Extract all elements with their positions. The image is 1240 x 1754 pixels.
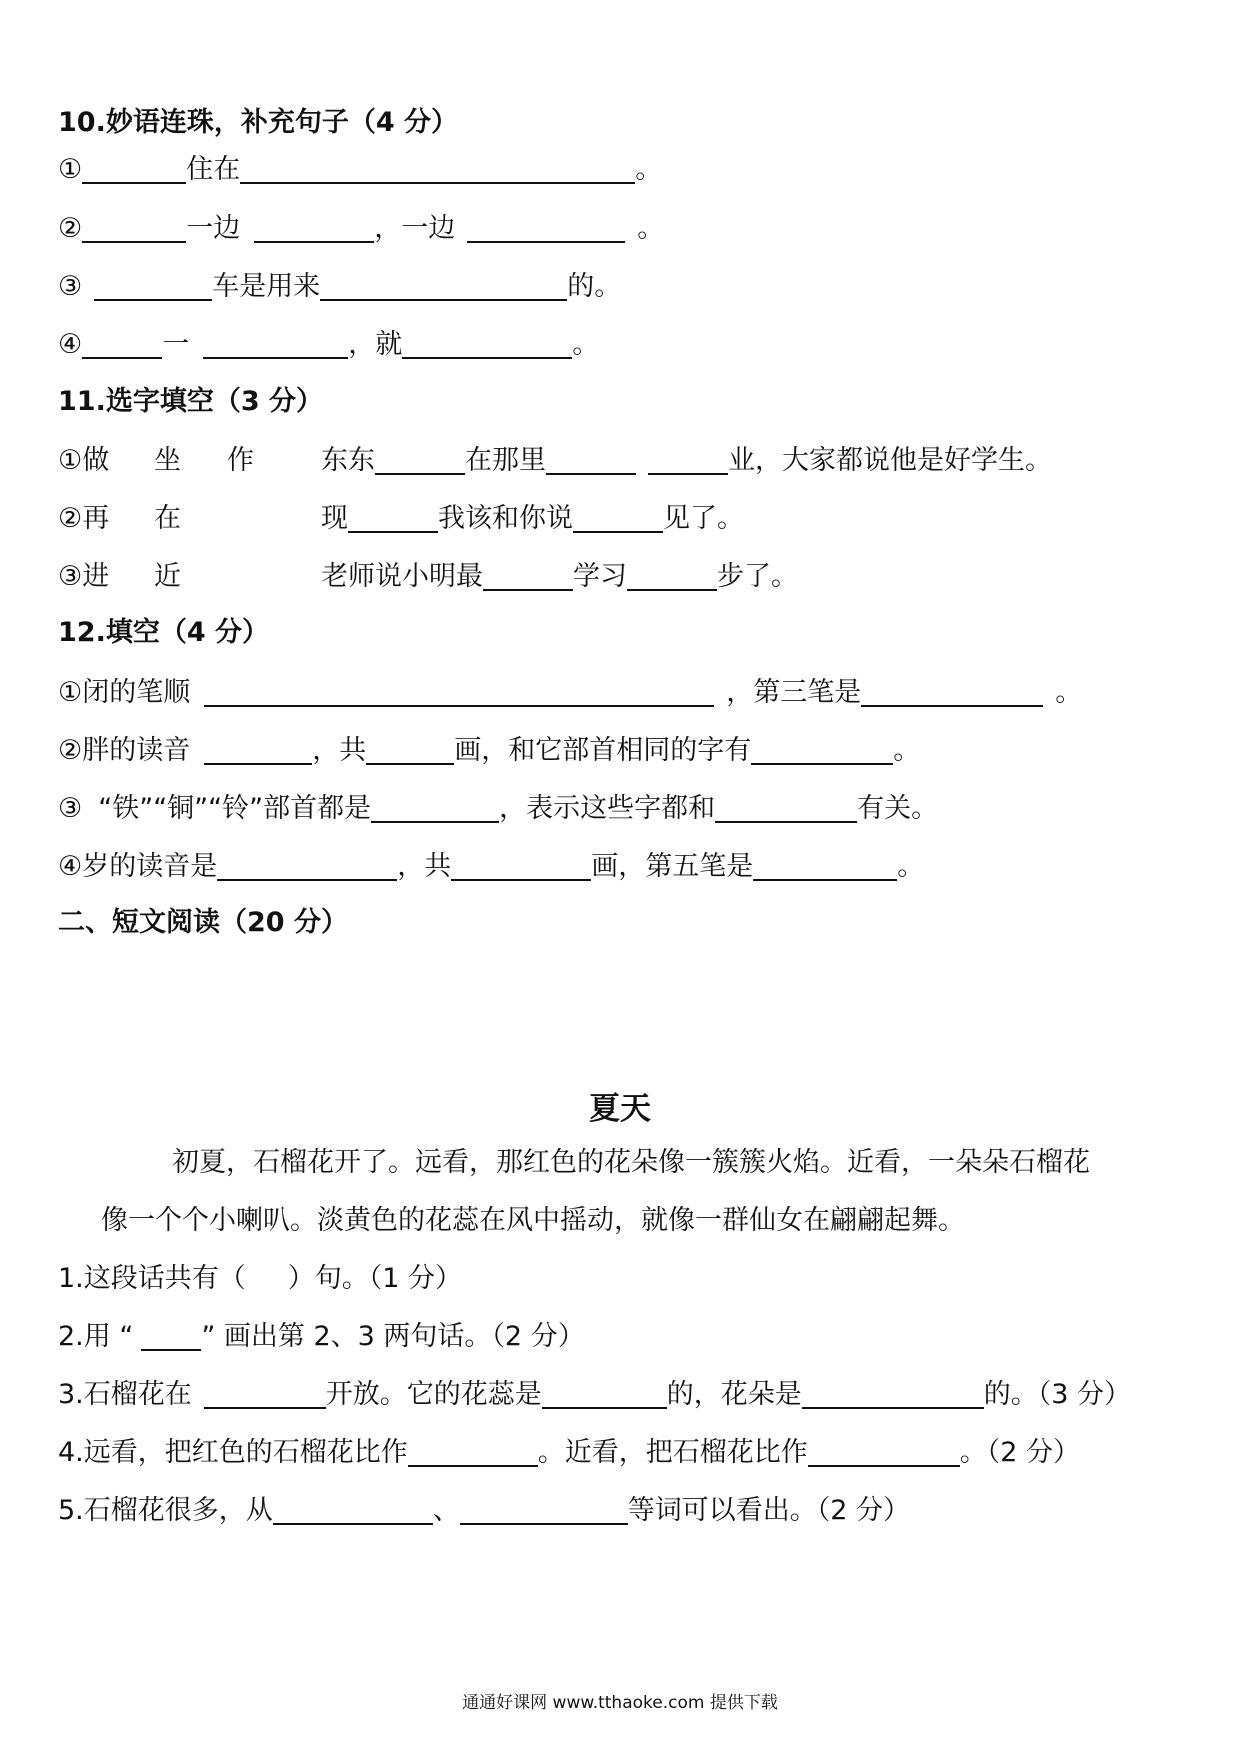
answer-blank[interactable] [320,271,567,301]
answer-blank[interactable] [82,213,186,243]
q10-heading: 10.妙语连珠，补充句子（4 分） [58,107,459,138]
q10-item-3: ③ 车是用来 的。 [58,271,622,302]
q11-heading: 11.选字填空（3 分） [58,386,324,417]
answer-blank[interactable] [648,445,728,475]
q11-row-1: ①做 坐 作 东东 在那里 业，大家都说他是好学生。 [58,445,1052,476]
q12-item-3: ③ “铁”“铜”“铃”部首都是 ，表示这些字都和 有关。 [58,793,939,824]
passage-title: 夏天 [589,1091,651,1127]
answer-blank[interactable] [204,677,714,707]
reading-question-4: 4.远看，把红色的石榴花比作 。近看，把石榴花比作 。（2 分） [58,1437,1081,1468]
answer-blank[interactable] [203,329,348,359]
q11-row-2: ②再 在 现 我该和你说 见了。 [58,503,744,534]
answer-blank[interactable] [483,561,573,591]
answer-blank[interactable] [451,851,591,881]
reading-question-1: 1.这段话共有（ ）句。（1 分） [58,1263,463,1294]
passage-line-2: 像一个个小喇叭。淡黄色的花蕊在风中摇动，就像一群仙女在翩翩起舞。 [101,1205,965,1236]
answer-blank[interactable] [375,445,465,475]
q12-item-4: ④岁的读音是 ，共 画，第五笔是 。 [58,851,925,882]
answer-blank[interactable] [627,561,717,591]
answer-blank[interactable] [573,503,663,533]
answer-blank[interactable] [141,1321,201,1351]
answer-blank[interactable] [204,1379,326,1409]
answer-blank[interactable] [94,271,212,301]
answer-blank[interactable] [82,154,186,184]
answer-blank[interactable] [861,677,1043,707]
answer-blank[interactable] [460,1495,628,1525]
answer-blank[interactable] [808,1437,960,1467]
reading-question-2: 2.用 “ ” 画出第 2、3 两句话。（2 分） [58,1321,585,1352]
answer-blank[interactable] [753,851,897,881]
answer-blank[interactable] [467,213,625,243]
answer-blank[interactable] [217,851,397,881]
answer-blank[interactable] [546,445,636,475]
answer-blank[interactable] [366,735,454,765]
answer-blank[interactable] [348,503,438,533]
answer-blank[interactable] [254,213,374,243]
footer-text: 通通好课网 www.tthaoke.com 提供下载 [462,1693,778,1713]
reading-question-3: 3.石榴花在 开放。它的花蕊是 的，花朵是 的。（3 分） [58,1379,1132,1410]
q10-item-2: ② 一边 ，一边 。 [58,213,665,244]
q11-row-3: ③进 近 老师说小明最 学习 步了。 [58,561,798,592]
q10-item-4: ④ 一 ，就 。 [58,329,600,360]
answer-blank[interactable] [408,1437,538,1467]
q12-item-2: ②胖的读音 ，共 画，和它部首相同的字有 。 [58,735,921,766]
answer-blank[interactable] [542,1379,667,1409]
answer-blank[interactable] [273,1495,433,1525]
passage-line-1: 初夏，石榴花开了。远看，那红色的花朵像一簇簇火焰。近看，一朵朵石榴花 [172,1147,1090,1178]
q12-heading: 12.填空（4 分） [58,617,270,648]
reading-question-5: 5.石榴花很多，从 、 等词可以看出。（2 分） [58,1495,911,1526]
answer-blank[interactable] [402,329,572,359]
answer-blank[interactable] [802,1379,984,1409]
section-2-heading: 二、短文阅读（20 分） [58,907,348,938]
answer-blank[interactable] [204,735,312,765]
q10-item-1: ① 住在 。 [58,154,663,185]
answer-blank[interactable] [715,793,857,823]
answer-blank[interactable] [751,735,893,765]
answer-blank[interactable] [371,793,499,823]
answer-blank[interactable] [240,154,635,184]
answer-blank[interactable] [82,329,162,359]
q12-item-1: ①闭的笔顺 ，第三笔是 。 [58,677,1083,708]
